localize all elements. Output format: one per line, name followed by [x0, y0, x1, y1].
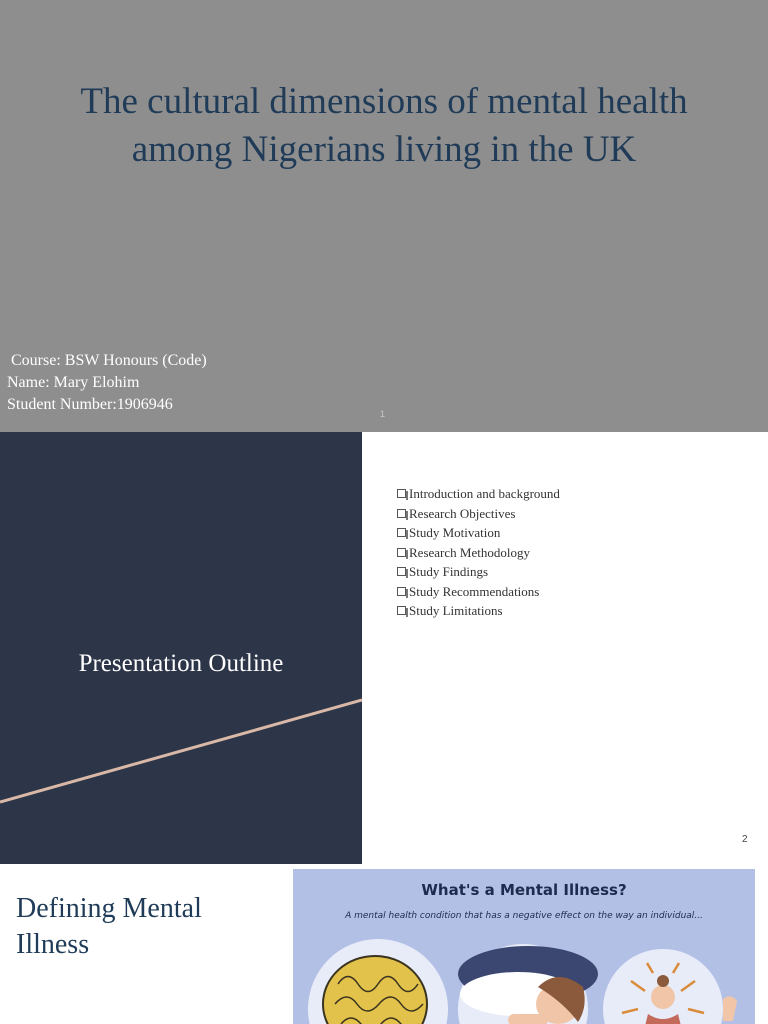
checkbox-icon: [397, 528, 406, 537]
checkbox-icon: [397, 587, 406, 596]
definition-heading: Defining Mental Illness: [16, 893, 202, 960]
outline-slide: [0, 432, 768, 864]
name-label: Name: Mary Elohim: [7, 374, 140, 391]
diagonal-accent-line: [0, 432, 362, 864]
student-number-label: Student Number:1906946: [7, 396, 173, 413]
outline-title-panel: [0, 432, 362, 864]
infographic-title: What's a Mental Illness?: [421, 881, 627, 899]
author-info: [7, 350, 207, 416]
list-item: Research Methodology: [397, 543, 560, 563]
list-item: Introduction and background: [397, 484, 560, 504]
checkbox-icon: [397, 606, 406, 615]
checkbox-icon: [397, 567, 406, 576]
list-item: Study Recommendations: [397, 582, 560, 602]
infographic-subtitle: A mental health condition that has a negative effect on the way an individual...: [345, 911, 703, 921]
page-number: 2: [742, 834, 748, 845]
outline-list: [397, 484, 560, 621]
mental-illness-infographic: [293, 869, 755, 1024]
list-item: Study Motivation: [397, 523, 560, 543]
presentation-title: The cultural dimensions of mental health among Nigerians living in the UK: [80, 81, 688, 170]
page-number: 1: [380, 409, 386, 419]
overwhelmed-person-icon: [603, 949, 737, 1024]
list-item: Study Limitations: [397, 601, 560, 621]
checkbox-icon: [397, 509, 406, 518]
list-item: Study Findings: [397, 562, 560, 582]
title-slide: [0, 0, 768, 432]
course-label: Course: BSW Honours (Code): [11, 352, 207, 369]
tangled-brain-icon: [308, 939, 448, 1024]
distressed-person-icon: [458, 944, 598, 1024]
list-item: Research Objectives: [397, 504, 560, 524]
checkbox-icon: [397, 548, 406, 557]
definition-slide: [0, 864, 768, 1024]
outline-heading: Presentation Outline: [78, 650, 284, 677]
checkbox-icon: [397, 489, 406, 498]
